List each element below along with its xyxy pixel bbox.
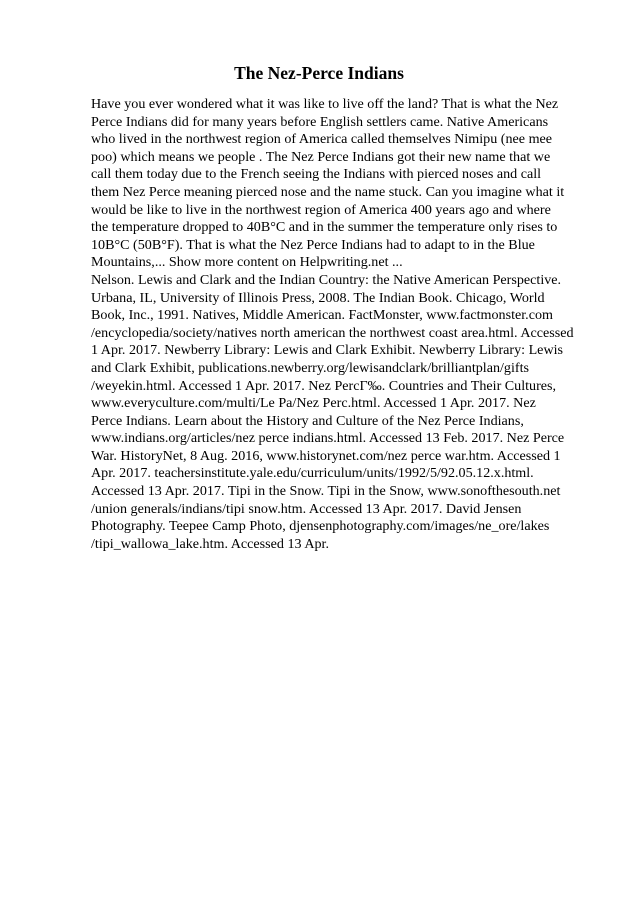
text-line: /tipi_wallowa_lake.htm. Accessed 13 Apr. [91,535,329,552]
text-line: Mountains,... Show more content on Helpwriting.net ... [91,254,403,271]
text-line: Nelson. Lewis and Clark and the Indian Country: the Native American Perspective. [91,271,562,288]
text-line: Perce Indians. Learn about the History and Culture of the Nez Perce Indians, [91,412,524,429]
text-line: poo) which means we people . The Nez Perce Indians got their new name that we [91,148,551,165]
text-line: call them today due to the French seeing the Indians with pierced noses and call [91,166,542,183]
text-line: /weyekin.html. Accessed 1 Apr. 2017. Nez PercГ‰. Countries and Their Cultures, [91,377,557,394]
text-line: /union generals/indians/tipi snow.htm. Accessed 13 Apr. 2017. David Jensen [91,500,522,517]
text-line: 1 Apr. 2017. Newberry Library: Lewis and Clark Exhibit. Newberry Library: Lewis [91,342,564,359]
text-line: 10В°C (50В°F). That is what the Nez Perce Indians had to adapt to in the Blue [91,236,535,253]
text-line: War. HistoryNet, 8 Aug. 2016, www.historynet.com/nez perce war.htm. Accessed 1 [91,447,561,464]
text-line: Perce Indians did for many years before English settlers came. Native Americans [91,113,549,130]
text-line: Book, Inc., 1991. Natives, Middle American. FactMonster, www.factmonster.com [91,307,553,324]
text-line: Apr. 2017. teachersinstitute.yale.edu/curriculum/units/1992/5/92.05.12.x.html. [91,465,534,482]
page-title: The Nez-Perce Indians [234,63,404,83]
text-line: www.everyculture.com/multi/Le Pa/Nez Perc.html. Accessed 1 Apr. 2017. Nez [91,395,536,412]
text-line: Have you ever wondered what it was like to live off the land? That is what the Nez [91,96,559,112]
text-line: Accessed 13 Apr. 2017. Tipi in the Snow. Tipi in the Snow, www.sonofthesouth.net [91,483,561,500]
text-line: the temperature dropped to 40В°C and in the summer the temperature only rises to [91,219,558,236]
text-line: /encyclopedia/society/natives north american the northwest coast area.html. Accessed [91,324,574,341]
text-line: Photography. Teepee Camp Photo, djensenphotography.com/images/ne_ore/lakes [91,518,550,535]
body-text [91,96,597,553]
text-line: who lived in the northwest region of America called themselves Nimipu (nee mee [91,131,553,148]
text-line: Urbana, IL, University of Illinois Press, 2008. The Indian Book. Chicago, World [91,289,545,306]
text-line: them Nez Perce meaning pierced nose and the name stuck. Can you imagine what it [91,183,565,200]
text-line: would be like to live in the northwest region of America 400 years ago and where [91,201,551,218]
text-line: www.indians.org/articles/nez perce indians.html. Accessed 13 Feb. 2017. Nez Perce [91,430,565,447]
text-line: and Clark Exhibit, publications.newberry.org/lewisandclark/brilliantplan/gifts [91,359,529,376]
